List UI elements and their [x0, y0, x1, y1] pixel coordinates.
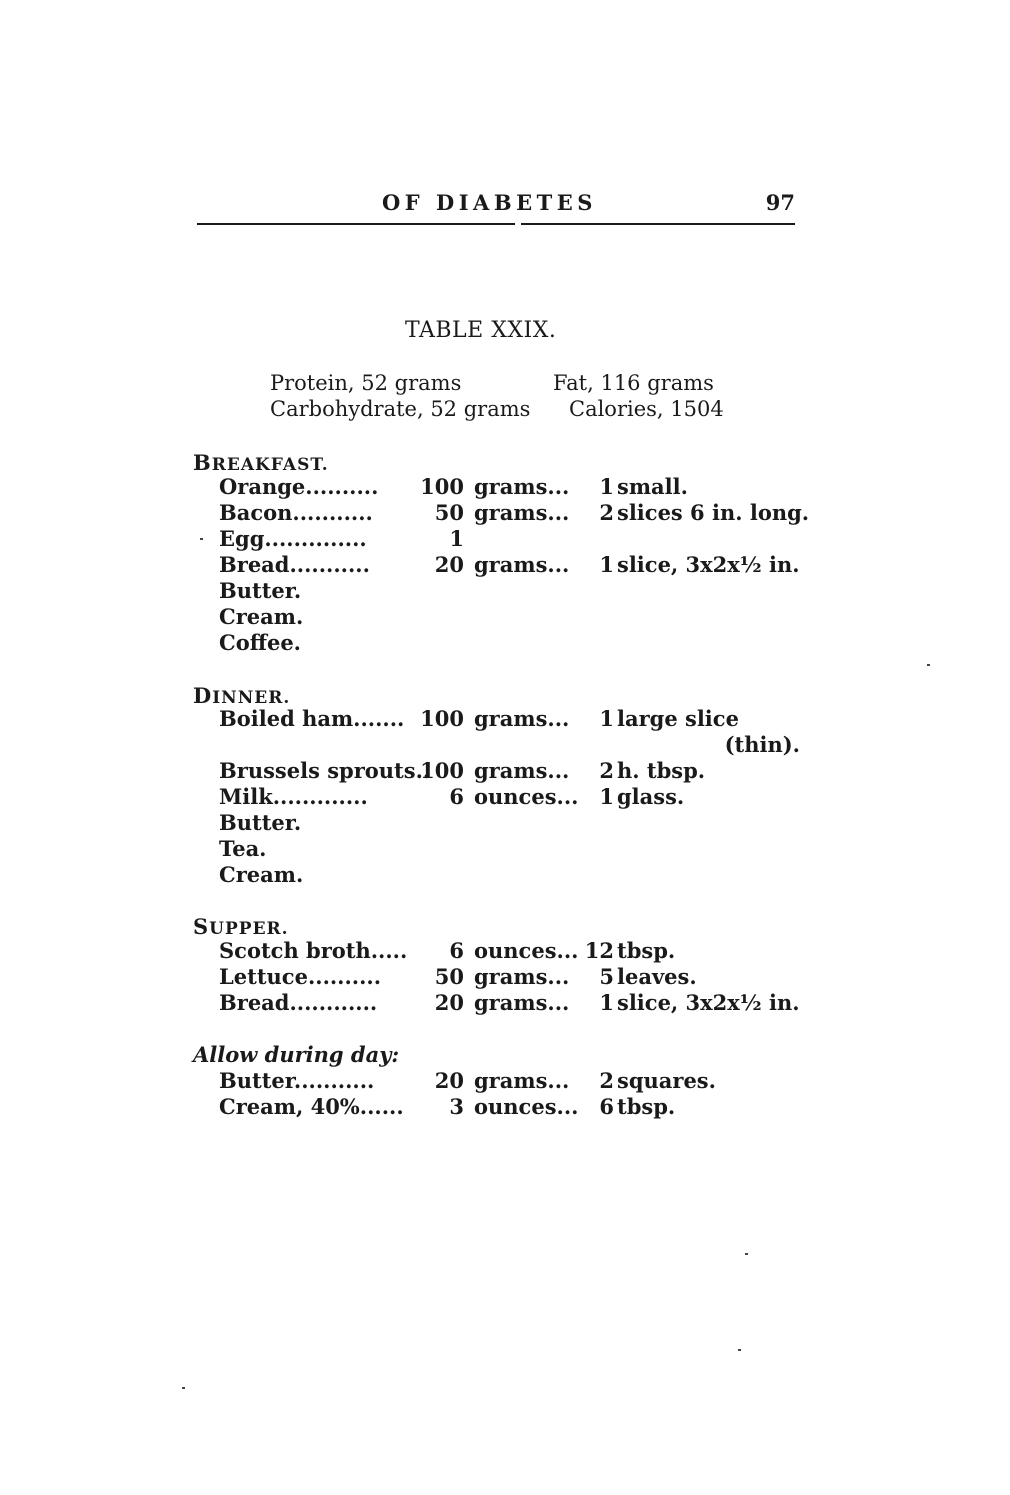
food-name: Cream. — [219, 604, 304, 629]
food-unit: grams... — [474, 500, 570, 525]
food-name: Butter. — [219, 578, 302, 603]
food-description: leaves. — [617, 964, 697, 989]
supper-heading — [193, 914, 289, 939]
scan-speck — [927, 664, 930, 666]
food-count: 1 — [599, 474, 614, 499]
food-count: 5 — [599, 964, 614, 989]
dinner-row — [219, 862, 809, 888]
table-title: TABLE XXIX. — [405, 318, 557, 343]
food-unit: grams... — [474, 758, 570, 783]
food-name: Egg.............. — [219, 526, 367, 551]
summary-fat: Fat, 116 grams — [553, 371, 714, 395]
food-name: Coffee. — [219, 630, 301, 655]
food-count: 2 — [599, 500, 614, 525]
breakfast-row — [219, 526, 809, 552]
food-quantity: 1 — [449, 526, 464, 551]
food-unit: grams... — [474, 1068, 570, 1093]
food-quantity: 6 — [449, 784, 464, 809]
food-name: Tea. — [219, 836, 267, 861]
food-quantity: 100 — [420, 758, 464, 783]
dinner-row — [219, 784, 809, 810]
food-name: Lettuce.......... — [219, 964, 382, 989]
food-unit: ounces... — [474, 1094, 579, 1119]
food-description: slice, 3x2x½ in. — [617, 990, 800, 1015]
food-description: large slice — [617, 706, 739, 731]
dinner-heading-initial: D — [193, 683, 213, 708]
breakfast-heading — [193, 450, 329, 475]
food-description: slices 6 in. long. — [617, 500, 810, 525]
food-name: Brussels sprouts.. — [219, 758, 431, 783]
supper-row — [219, 964, 809, 990]
food-quantity: 100 — [420, 474, 464, 499]
food-count: 1 — [599, 706, 614, 731]
scan-speck — [738, 1349, 741, 1351]
food-count: 1 — [599, 552, 614, 577]
food-count: 2 — [599, 1068, 614, 1093]
breakfast-row — [219, 630, 809, 656]
food-count: 6 — [599, 1094, 614, 1119]
food-quantity: 50 — [434, 964, 464, 989]
dinner-heading — [193, 683, 290, 708]
food-description: tbsp. — [617, 1094, 676, 1119]
supper-heading-rest: UPPER. — [209, 919, 289, 939]
food-name: Bacon........... — [219, 500, 373, 525]
food-unit: ounces... — [474, 938, 579, 963]
food-quantity: 50 — [434, 500, 464, 525]
supper-heading-initial: S — [193, 914, 210, 939]
scan-speck — [745, 1253, 748, 1255]
food-quantity: 20 — [434, 990, 464, 1015]
food-unit: grams... — [474, 552, 570, 577]
breakfast-row — [219, 578, 809, 604]
food-description: glass. — [617, 784, 685, 809]
food-description: small. — [617, 474, 688, 499]
food-description: squares. — [617, 1068, 716, 1093]
food-quantity: 100 — [420, 706, 464, 731]
dinner-row — [219, 810, 809, 836]
food-count: 2 — [599, 758, 614, 783]
food-quantity: 6 — [449, 938, 464, 963]
scan-speck — [200, 538, 203, 540]
food-name: Orange.......... — [219, 474, 379, 499]
food-quantity: 3 — [449, 1094, 464, 1119]
scan-speck — [182, 1387, 185, 1389]
food-unit: grams... — [474, 474, 570, 499]
dinner-continuation: (thin). — [724, 732, 800, 757]
breakfast-row — [219, 500, 809, 526]
allowance-row — [219, 1068, 809, 1094]
header-rule-right — [521, 223, 795, 225]
breakfast-row — [219, 552, 809, 578]
food-description: h. tbsp. — [617, 758, 706, 783]
breakfast-row — [219, 604, 809, 630]
running-head — [197, 190, 795, 220]
running-title: OF DIABETES — [382, 190, 597, 215]
food-unit: grams... — [474, 706, 570, 731]
supper-row — [219, 938, 809, 964]
food-description: tbsp. — [617, 938, 676, 963]
food-name: Bread........... — [219, 552, 370, 577]
food-count: 1 — [599, 784, 614, 809]
summary-calories: Calories, 1504 — [569, 397, 724, 421]
food-unit: grams... — [474, 990, 570, 1015]
dinner-heading-rest: INNER. — [212, 688, 291, 708]
breakfast-heading-rest: REAKFAST. — [211, 455, 329, 475]
food-unit: ounces... — [474, 784, 579, 809]
food-count: 1 — [599, 990, 614, 1015]
food-unit: grams... — [474, 964, 570, 989]
summary-carbohydrate: Carbohydrate, 52 grams — [270, 397, 531, 421]
food-name: Cream, 40%...... — [219, 1094, 404, 1119]
supper-row — [219, 990, 809, 1016]
breakfast-row — [219, 474, 809, 500]
food-name: Cream. — [219, 862, 304, 887]
food-name: Bread............ — [219, 990, 378, 1015]
dinner-row — [219, 758, 809, 784]
summary-protein: Protein, 52 grams — [270, 371, 462, 395]
allowance-heading: Allow during day: — [193, 1042, 400, 1067]
dinner-row — [219, 836, 809, 862]
food-name: Butter. — [219, 810, 302, 835]
allowance-row — [219, 1094, 809, 1120]
food-count: 12 — [584, 938, 614, 963]
breakfast-heading-initial: B — [193, 450, 212, 475]
food-name: Boiled ham....... — [219, 706, 405, 731]
dinner-row — [219, 706, 809, 732]
header-rule-left — [197, 223, 515, 225]
food-name: Scotch broth..... — [219, 938, 408, 963]
page-number: 97 — [765, 190, 795, 215]
food-description: slice, 3x2x½ in. — [617, 552, 800, 577]
food-quantity: 20 — [434, 552, 464, 577]
food-name: Milk............. — [219, 784, 368, 809]
food-quantity: 20 — [434, 1068, 464, 1093]
food-name: Butter........... — [219, 1068, 375, 1093]
